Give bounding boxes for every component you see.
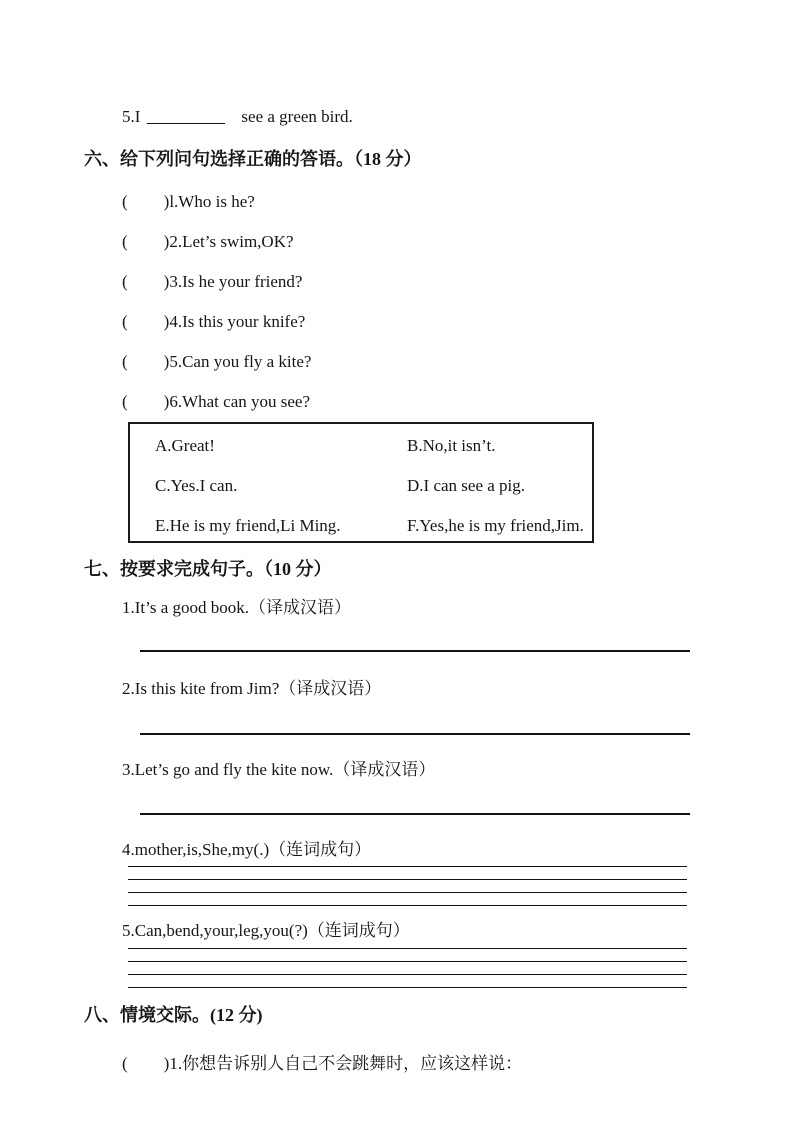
answer-paren-open: ( xyxy=(122,312,128,331)
section6-heading: 六、给下列问句选择正确的答语。（18 分） xyxy=(84,149,422,169)
answer-options-box xyxy=(128,422,594,543)
answer-paren-open: ( xyxy=(122,352,128,371)
writing-line xyxy=(128,961,687,962)
question-text: )5.Can you fly a kite? xyxy=(163,352,312,371)
writing-line xyxy=(128,866,687,867)
section6-question-row xyxy=(122,311,305,333)
writing-line xyxy=(128,879,687,880)
fill-in-prefix: 5.I xyxy=(122,107,141,126)
answer-paren-open: ( xyxy=(122,272,128,291)
section6-question-row xyxy=(122,191,255,213)
answer-option: C.Yes.I can. xyxy=(155,476,238,495)
answer-paren-open: ( xyxy=(122,392,128,411)
section7-item: 3.Let’s go and fly the kite now.（译成汉语） xyxy=(122,760,436,779)
section8-heading: 八、情境交际。(12 分) xyxy=(84,1005,263,1025)
section6-question-row xyxy=(122,391,310,413)
fill-in-sentence xyxy=(122,106,353,128)
section7-heading: 七、按要求完成句子。（10 分） xyxy=(84,559,332,579)
answer-write-line xyxy=(140,733,690,735)
question-text: )2.Let’s swim,OK? xyxy=(163,232,294,251)
question-text: )l.Who is he? xyxy=(163,192,255,211)
writing-line xyxy=(128,892,687,893)
answer-option: A.Great! xyxy=(155,436,215,455)
answer-blank-line xyxy=(147,109,225,124)
section6-question-row xyxy=(122,271,302,293)
fill-in-suffix: see a green bird. xyxy=(241,107,353,126)
writing-line xyxy=(128,905,687,906)
writing-line xyxy=(128,948,687,949)
section7-item: 4.mother,is,She,my(.)（连词成句） xyxy=(122,840,372,859)
answer-option: D.I can see a pig. xyxy=(407,476,526,495)
answer-paren-open: ( xyxy=(122,232,128,251)
section7-item: 1.It’s a good book.（译成汉语） xyxy=(122,598,352,617)
section7-item: 5.Can,bend,your,leg,you(?)（连词成句） xyxy=(122,921,410,940)
question-text: )1.你想告诉别人自己不会跳舞时，应该这样说： xyxy=(163,1054,523,1073)
answer-write-line xyxy=(140,650,690,652)
writing-line xyxy=(128,974,687,975)
answer-paren-open: ( xyxy=(122,192,128,211)
answer-option: E.He is my friend,Li Ming. xyxy=(155,516,341,535)
question-text: )6.What can you see? xyxy=(163,392,310,411)
answer-write-line xyxy=(140,813,690,815)
section6-question-row xyxy=(122,351,311,373)
writing-line xyxy=(128,987,687,988)
section6-question-row xyxy=(122,231,294,253)
answer-option: B.No,it isn’t. xyxy=(407,436,496,455)
answer-paren-open: ( xyxy=(122,1054,128,1073)
question-text: )3.Is he your friend? xyxy=(163,272,303,291)
section8-question-row xyxy=(122,1053,522,1075)
answer-option: F.Yes,he is my friend,Jim. xyxy=(407,516,584,535)
section7-item: 2.Is this kite from Jim?（译成汉语） xyxy=(122,679,382,698)
question-text: )4.Is this your knife? xyxy=(163,312,306,331)
